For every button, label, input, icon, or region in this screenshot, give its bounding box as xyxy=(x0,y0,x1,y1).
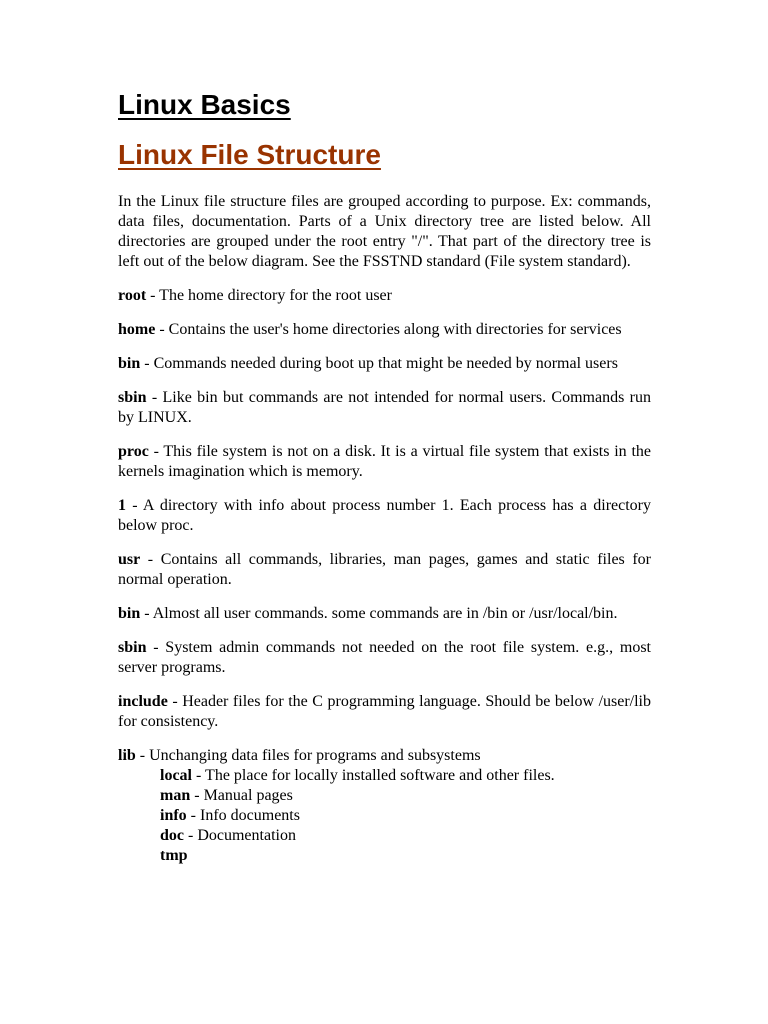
directory-term: local xyxy=(160,767,192,784)
directory-term: sbin xyxy=(118,389,147,406)
directory-entry-proc xyxy=(118,442,651,482)
directory-entry-root xyxy=(118,286,651,306)
subdirectory-entry-info xyxy=(160,806,651,826)
directory-description: - Contains all commands, libraries, man pages, games and static files for normal operation. xyxy=(118,551,651,588)
directory-entry-sbin xyxy=(118,388,651,428)
directory-list xyxy=(118,286,651,866)
directory-description: - System admin commands not needed on the root file system. e.g., most server programs. xyxy=(118,639,651,676)
directory-description: - The home directory for the root user xyxy=(146,287,392,304)
directory-description: - Contains the user's home directories along with directories for services xyxy=(155,321,622,338)
subdirectory-entry-doc xyxy=(160,826,651,846)
directory-description: - Almost all user commands. some commands are in /bin or /usr/local/bin. xyxy=(140,605,618,622)
directory-term: man xyxy=(160,787,191,804)
directory-entry-1 xyxy=(118,496,651,536)
directory-term: 1 xyxy=(118,497,126,514)
directory-term: include xyxy=(118,693,168,710)
directory-description: - The place for locally installed software and other files. xyxy=(192,767,555,784)
directory-description: - A directory with info about process number 1. Each process has a directory below proc. xyxy=(118,497,651,534)
lib-subdirectory-list xyxy=(118,766,651,866)
directory-description: - Info documents xyxy=(186,807,300,824)
directory-entry-include xyxy=(118,692,651,732)
directory-term: usr xyxy=(118,551,141,568)
directory-entry-lib xyxy=(118,746,651,766)
directory-description: - Commands needed during boot up that might be needed by normal users xyxy=(140,355,618,372)
directory-term: proc xyxy=(118,443,149,460)
section-title: Linux File Structure xyxy=(118,139,381,170)
subdirectory-entry-man xyxy=(160,786,651,806)
intro-paragraph: In the Linux file structure files are grouped according to purpose. Ex: commands, data files, documentation. Parts of a Unix directory tree are listed below. All directories are grouped under the root entry "/". That part of the directory tree is left out of the below diagram. See the FSSTND standard (File system standard). xyxy=(118,193,651,270)
directory-term: sbin xyxy=(118,639,147,656)
directory-term: root xyxy=(118,287,147,304)
directory-term: home xyxy=(118,321,156,338)
directory-term: bin xyxy=(118,355,141,372)
directory-entry-home xyxy=(118,320,651,340)
directory-term: bin xyxy=(118,605,141,622)
directory-term: lib xyxy=(118,747,136,764)
directory-term: doc xyxy=(160,827,184,844)
directory-description: - Like bin but commands are not intended for normal users. Commands run by LINUX. xyxy=(118,389,651,426)
directory-description: - Header files for the C programming language. Should be below /user/lib for consistency. xyxy=(118,693,651,730)
directory-term: tmp xyxy=(160,847,188,864)
directory-entry-usr xyxy=(118,550,651,590)
subdirectory-entry-tmp xyxy=(160,846,651,866)
directory-term: info xyxy=(160,807,187,824)
directory-entry-usr-bin xyxy=(118,604,651,624)
directory-description: - This file system is not on a disk. It is a virtual file system that exists in the kernels imagination which is memory. xyxy=(118,443,651,480)
directory-entry-usr-sbin xyxy=(118,638,651,678)
directory-entry-bin xyxy=(118,354,651,374)
document-page xyxy=(118,88,651,866)
subdirectory-entry-local xyxy=(160,766,651,786)
directory-description: - Documentation xyxy=(184,827,296,844)
directory-description: - Manual pages xyxy=(190,787,293,804)
page-title: Linux Basics xyxy=(118,89,291,120)
directory-description: - Unchanging data files for programs and subsystems xyxy=(135,747,481,764)
